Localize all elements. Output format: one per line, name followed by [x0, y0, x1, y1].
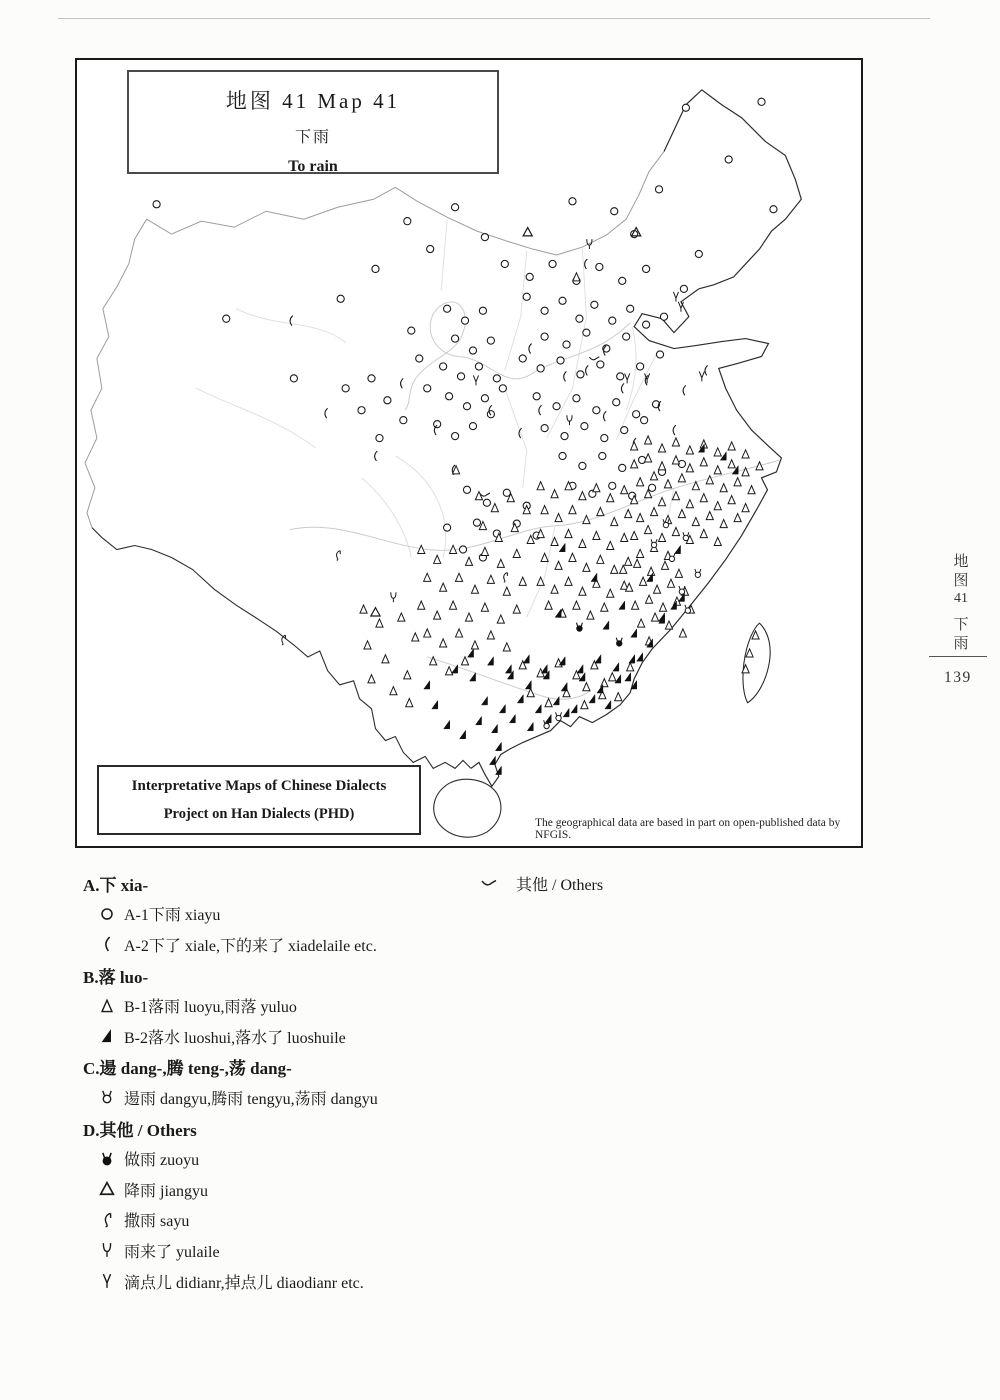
sidebar-char: 地 — [953, 554, 969, 570]
legend-item-label: 做雨 zuoyu — [124, 1152, 200, 1170]
zuoyu-symbol — [98, 1150, 124, 1168]
check-symbol — [480, 874, 516, 892]
legend-item-label: B-1落雨 luoyu,雨落 yuluo — [124, 999, 297, 1017]
map-frame — [75, 58, 863, 848]
a1-symbol — [98, 905, 124, 923]
sayu-symbol — [98, 1211, 124, 1229]
legend-item-jiangyu — [83, 1174, 623, 1205]
legend-item-b1 — [83, 990, 623, 1021]
legend-item-b2 — [83, 1021, 623, 1052]
legend-header-1: B.落 luo- — [83, 967, 149, 987]
sidebar-gap — [946, 608, 976, 616]
yulaile-symbol — [98, 1241, 124, 1259]
legend-item-label: 逿雨 dangyu,腾雨 tengyu,荡雨 dangyu — [124, 1090, 378, 1108]
legend-item-zuoyu — [83, 1143, 623, 1174]
legend-item-label: A-2下了 xiale,下的来了 xiadelaile etc. — [124, 937, 377, 955]
map-title-english: To rain — [288, 158, 338, 175]
a2-symbol — [98, 935, 124, 953]
zuoyu-symbol-icon — [98, 1150, 116, 1168]
national-border-northeast — [664, 90, 801, 289]
project-box — [97, 765, 421, 835]
sidebar-rule — [929, 656, 987, 657]
island-hainan — [434, 779, 501, 837]
legend-item-label: B-2落水 luoshui,落水了 luoshuile — [124, 1029, 346, 1047]
page-number: 139 — [944, 669, 972, 686]
legend-header-2: C.逿 dang-,腾 teng-,荡 dang- — [83, 1059, 292, 1079]
legend-item-label: 撒雨 sayu — [124, 1213, 190, 1231]
sidebar-char: 雨 — [953, 635, 969, 652]
project-line2: Project on Han Dialects (PHD) — [163, 806, 355, 822]
dialect-map — [77, 60, 861, 846]
b1-symbol-icon — [98, 997, 116, 1015]
legend-item-label: 雨来了 yulaile — [124, 1243, 220, 1261]
markers-didianr — [473, 292, 704, 386]
legend-item-sayu — [83, 1205, 623, 1236]
jiangyu-symbol-icon — [98, 1180, 116, 1198]
page-top-rule — [58, 18, 930, 19]
c-symbol-icon — [98, 1088, 116, 1106]
map-title-chinese: 下雨 — [294, 129, 331, 146]
c-symbol — [98, 1088, 124, 1106]
legend-item-a2 — [83, 929, 623, 960]
a1-symbol-icon — [98, 905, 116, 923]
check-symbol-icon — [480, 874, 498, 892]
map-title: 地图 41 Map 41 — [225, 89, 401, 113]
legend-item-label: 降雨 jiangyu — [124, 1182, 208, 1200]
b2-symbol-icon — [98, 1027, 116, 1045]
legend-others-label: 其他 / Others — [516, 876, 604, 894]
sidebar-char: 下 — [953, 617, 969, 633]
legend-item-label: 滴点儿 didianr,掉点儿 diaodianr etc. — [124, 1274, 364, 1292]
sayu-symbol-icon — [98, 1211, 116, 1229]
legend-others — [480, 868, 603, 899]
didianr-symbol-icon — [98, 1272, 116, 1290]
legend-item-c — [83, 1082, 623, 1113]
legend-item-label: A-1下雨 xiayu — [124, 907, 221, 925]
markers-zuoyu — [576, 623, 622, 646]
legend-header-0: A.下 xia- — [83, 875, 149, 895]
map-title-box — [127, 70, 499, 174]
legend-item-didianr — [83, 1266, 623, 1297]
yulaile-symbol-icon — [98, 1241, 116, 1259]
map-credit: The geographical data are based in part on open-published data by NFGIS. — [535, 817, 841, 841]
sidebar-char: 41 — [954, 591, 968, 606]
sidebar-running-title — [946, 553, 976, 653]
b2-symbol — [98, 1027, 124, 1045]
sidebar-char: 图 — [953, 572, 969, 589]
a2-symbol-icon — [98, 935, 116, 953]
markers-b1 — [360, 273, 763, 709]
didianr-symbol — [98, 1272, 124, 1290]
legend-header-3: D.其他 / Others — [83, 1120, 197, 1140]
national-border-south — [92, 528, 471, 769]
legend-item-a1 — [83, 899, 623, 930]
legend-item-yulaile — [83, 1235, 623, 1266]
b1-symbol — [98, 997, 124, 1015]
legend — [83, 868, 623, 1296]
jiangyu-symbol — [98, 1180, 124, 1198]
national-border-light — [85, 152, 664, 528]
province-borders — [196, 219, 674, 617]
project-line1: Interpretative Maps of Chinese Dialects — [131, 778, 387, 794]
